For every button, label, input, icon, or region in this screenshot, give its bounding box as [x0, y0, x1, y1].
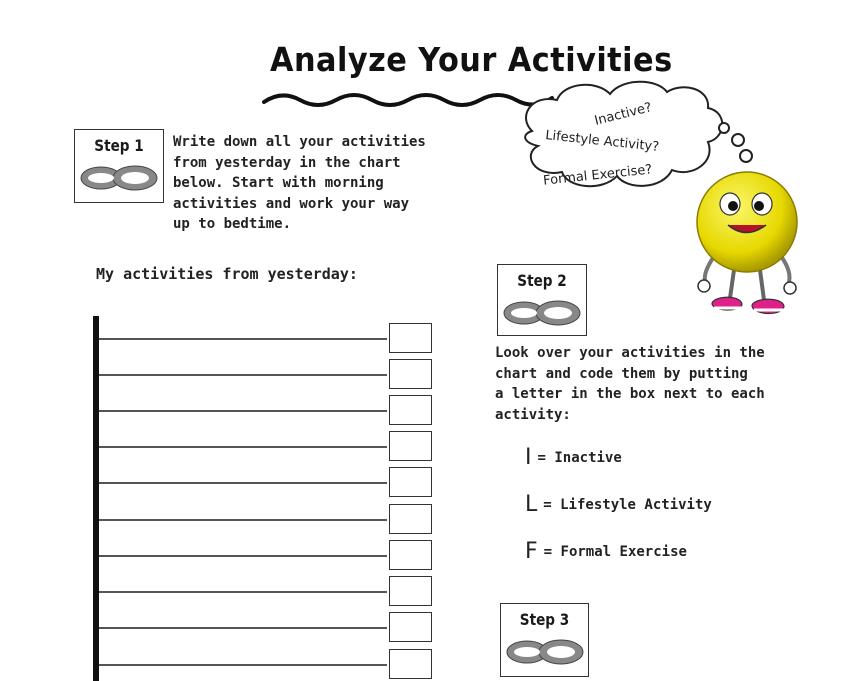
activity-code-box[interactable]: [389, 431, 432, 461]
step-1-line: up to bedtime.: [173, 216, 292, 232]
activity-code-box[interactable]: [389, 323, 432, 353]
step-2-label: Step 2: [517, 271, 567, 290]
activity-code-box[interactable]: [389, 649, 432, 679]
step-2-badge: [497, 264, 587, 336]
smiley-mascot-icon: [688, 170, 808, 330]
activity-line[interactable]: [99, 446, 387, 448]
step-1-badge: [74, 129, 164, 203]
activity-line[interactable]: [99, 664, 387, 666]
legend-letter: I: [525, 445, 532, 470]
activity-line[interactable]: [99, 374, 387, 376]
legend-formal: [525, 539, 687, 564]
activity-line[interactable]: [99, 338, 387, 340]
footprints-icon: [498, 291, 586, 335]
activity-line[interactable]: [99, 410, 387, 412]
step-1-line: Write down all your activities: [173, 134, 426, 150]
activity-line[interactable]: [99, 555, 387, 557]
thought-formal: Formal Exercise?: [542, 162, 653, 189]
step-2-instructions: [495, 343, 765, 425]
activity-line[interactable]: [99, 519, 387, 521]
step-2-line: Look over your activities in the: [495, 345, 765, 361]
step-1-line: below. Start with morning: [173, 175, 384, 191]
step-1-label: Step 1: [94, 136, 144, 155]
activity-code-box[interactable]: [389, 395, 432, 425]
step-1-line: activities and work your way: [173, 195, 410, 212]
step-3-label: Step 3: [519, 610, 570, 629]
legend-meaning: = Inactive: [537, 450, 622, 466]
step-1-line: from yesterday in the chart: [173, 154, 401, 171]
activity-code-box[interactable]: [389, 467, 432, 497]
activity-line[interactable]: [99, 627, 387, 629]
activity-line[interactable]: [99, 482, 387, 484]
footprints-icon: [501, 630, 589, 674]
legend-letter: F: [525, 539, 538, 564]
step-1-instructions: [173, 132, 426, 235]
step-2-line: activity:: [495, 406, 571, 423]
legend-letter: L: [525, 492, 538, 517]
step-3-badge: [500, 603, 589, 677]
thought-inactive: Inactive?: [593, 100, 654, 129]
chart-heading: My activities from yesterday:: [96, 265, 358, 283]
activity-code-box[interactable]: [389, 504, 432, 534]
activity-code-box[interactable]: [389, 540, 432, 570]
activity-code-box[interactable]: [389, 612, 432, 642]
footprints-icon: [75, 156, 163, 200]
legend-inactive: [525, 445, 622, 470]
activity-code-box[interactable]: [389, 576, 432, 606]
activity-code-box[interactable]: [389, 359, 432, 389]
page-title: Analyze Your Activities: [270, 40, 673, 79]
legend-meaning: = Lifestyle Activity: [543, 497, 712, 513]
activity-line[interactable]: [99, 591, 387, 593]
thought-lifestyle: Lifestyle Activity?: [544, 128, 660, 155]
legend-lifestyle: [525, 492, 712, 517]
step-2-line: chart and code them by putting: [495, 365, 748, 382]
legend-meaning: = Formal Exercise: [543, 544, 687, 560]
step-2-line: a letter in the box next to each: [495, 386, 765, 402]
